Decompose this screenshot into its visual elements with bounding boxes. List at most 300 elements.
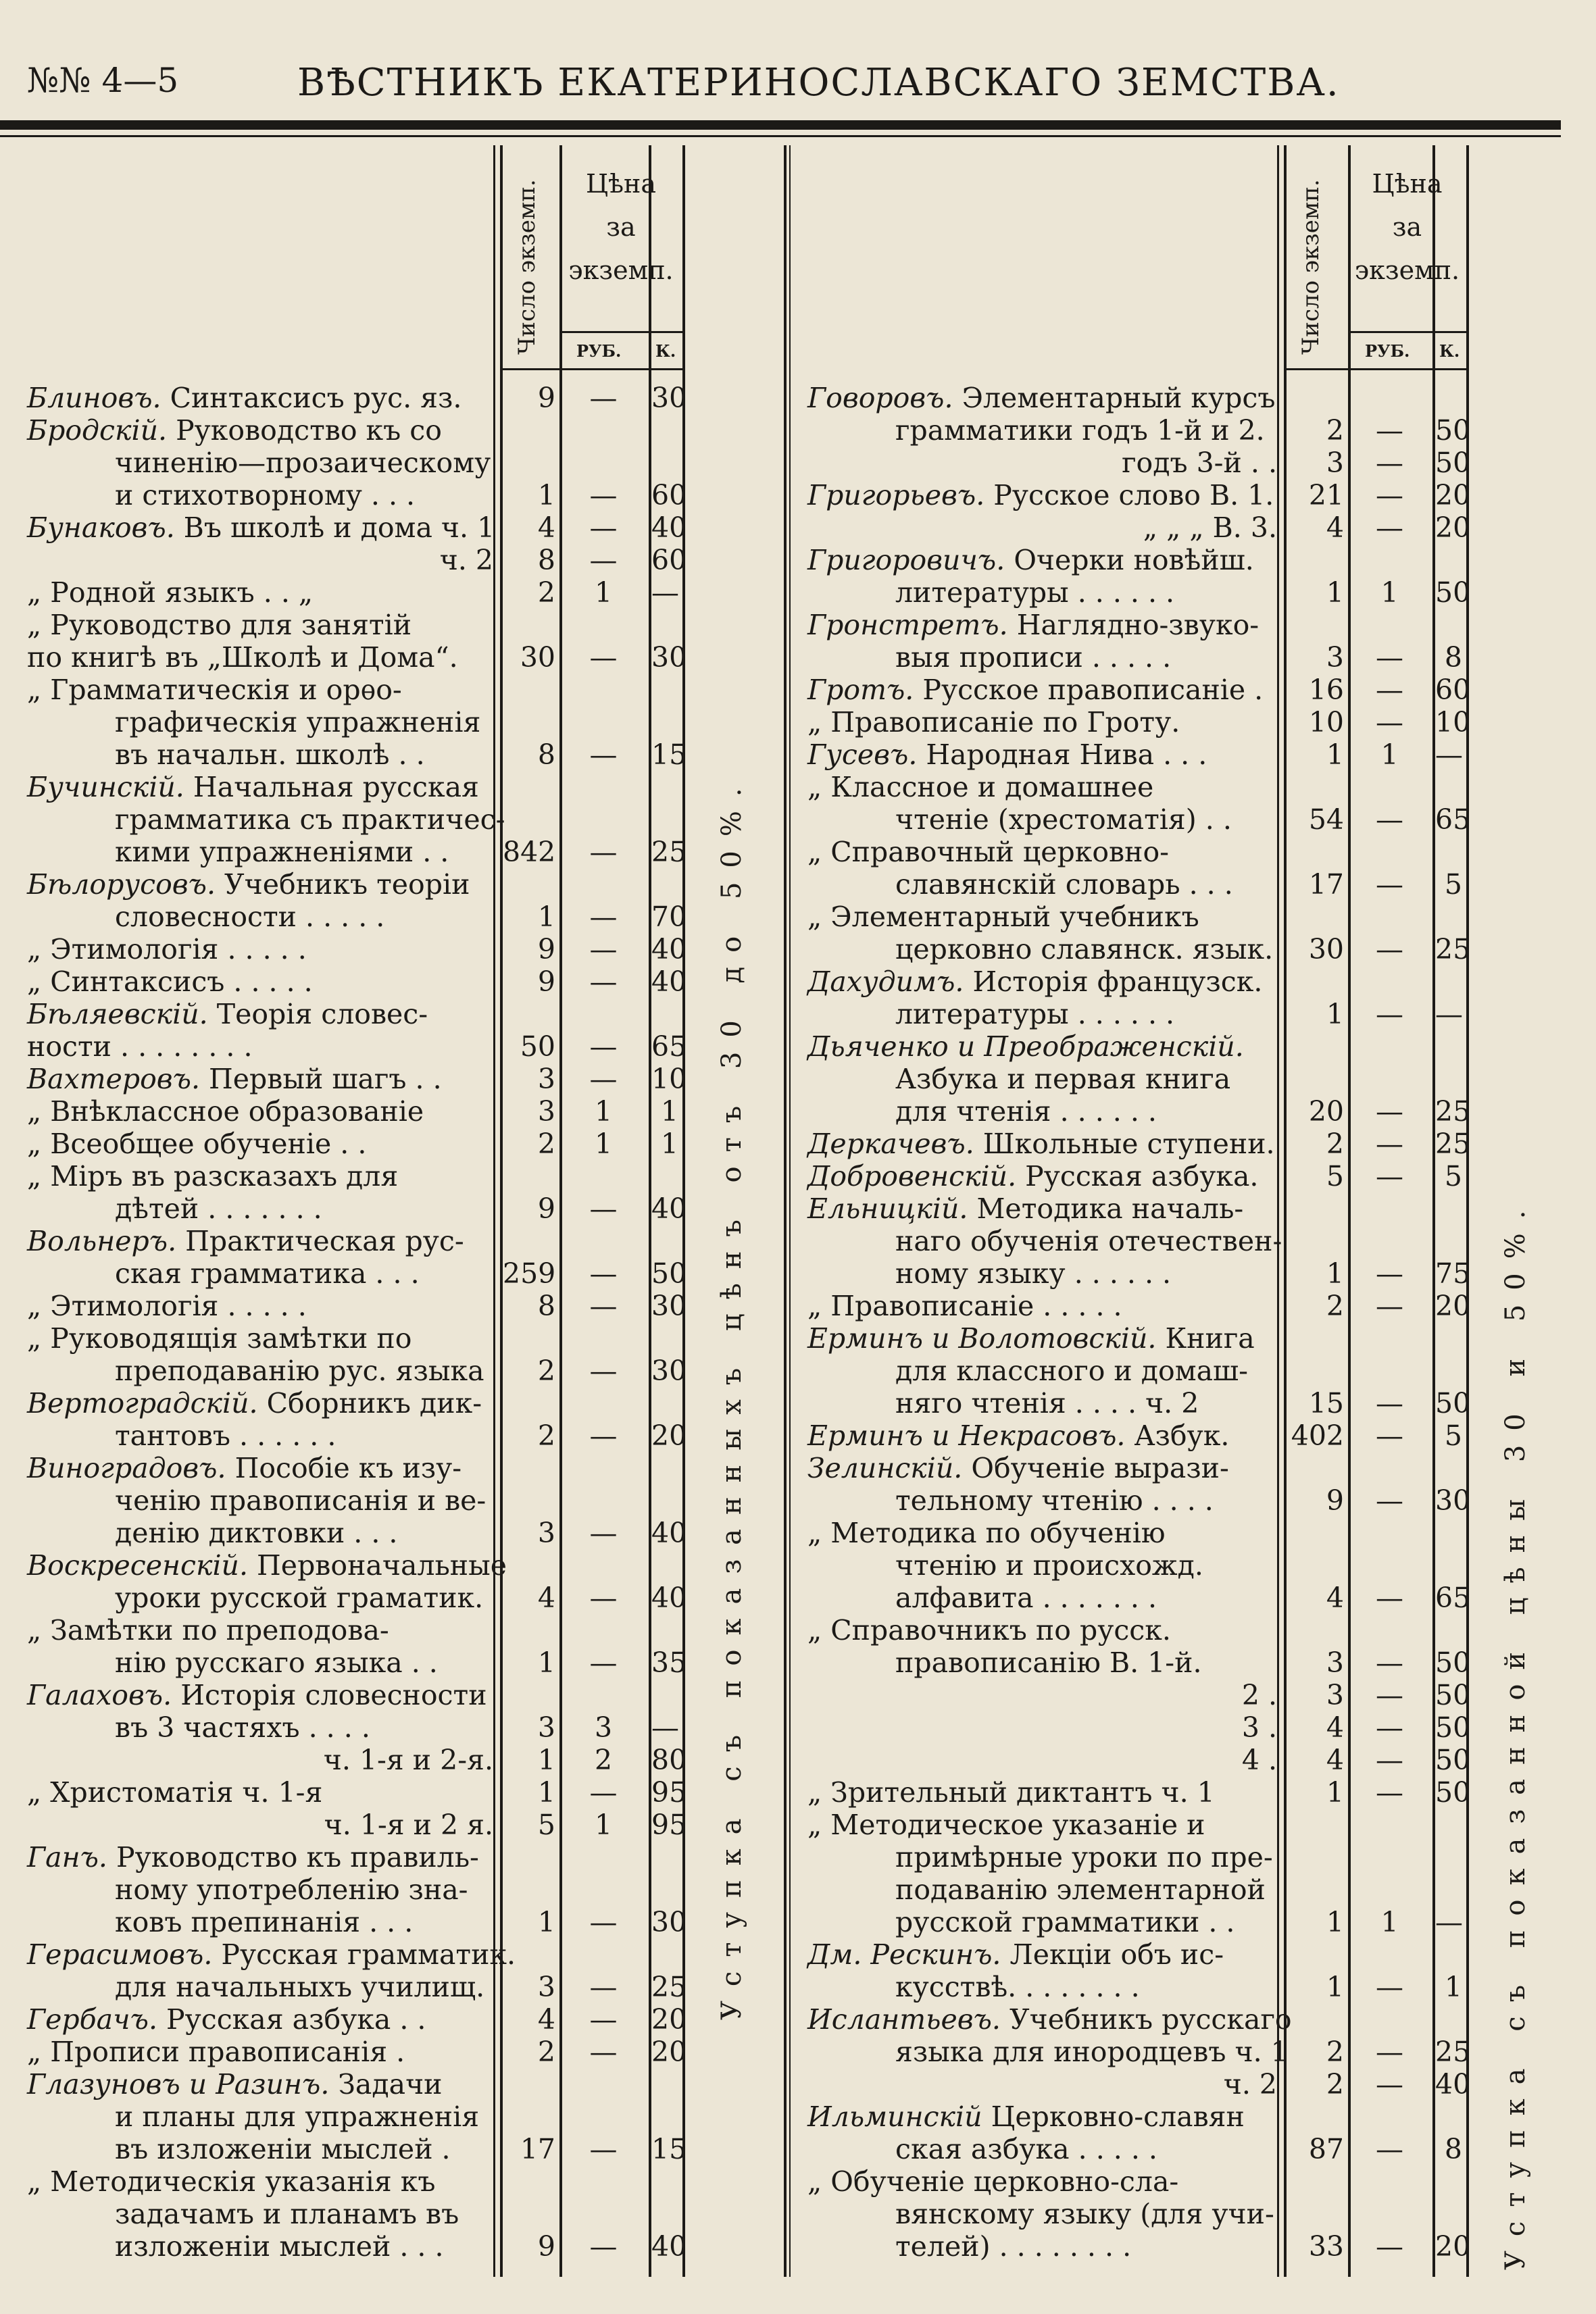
- right-table-row: [0, 2068, 1596, 2101]
- entry-title: чтеніе (хрестоматія) . .: [895, 803, 1232, 836]
- price-kop: 8: [1444, 2133, 1462, 2165]
- copies-count: 16: [1308, 674, 1344, 706]
- price-rub: —: [1376, 2036, 1403, 2068]
- price-kop: 30: [651, 1290, 687, 1322]
- entry-title: подаванію элементарной: [895, 1873, 1266, 1906]
- copies-count: 1: [1326, 1971, 1344, 2003]
- entry-title: „ Христоматія ч. 1-я: [27, 1776, 323, 1809]
- price-rub: 1: [594, 1128, 613, 1160]
- entry-title: языка для инородцевъ ч. 1: [895, 2036, 1289, 2068]
- author-name: Бродскій.: [27, 414, 176, 447]
- price-kop: 35: [651, 1646, 687, 1679]
- entry-title: Очерки новѣйш.: [1014, 544, 1254, 576]
- copies-count: 2: [1326, 1128, 1344, 1160]
- copies-count: 842: [503, 836, 556, 868]
- price-kop: 25: [651, 836, 687, 868]
- entry-text: [895, 1257, 1171, 1290]
- entry-text: [807, 965, 1262, 998]
- price-kop: 20: [1435, 479, 1471, 511]
- price-kop: 20: [651, 1419, 687, 1452]
- author-name: Ерминъ и Некрасовъ.: [807, 1419, 1134, 1452]
- price-kop: 1: [660, 1128, 678, 1160]
- entry-title: Русская грамматик.: [221, 1938, 516, 1971]
- right-table-row: [0, 1484, 1596, 1517]
- entry-title: Практическая рус-: [185, 1225, 464, 1257]
- right-count-header: Число экземп.: [1297, 179, 1324, 355]
- copies-count: 2: [537, 2036, 555, 2068]
- copies-count: 2: [537, 1128, 555, 1160]
- entry-text: [807, 1160, 1258, 1192]
- copies-count: 3: [537, 1095, 555, 1128]
- entry-title: Методика началь-: [976, 1192, 1244, 1225]
- entry-text: [807, 2068, 1277, 2101]
- entry-title: Народная Нива . . .: [926, 738, 1207, 771]
- author-name: Вертоградскій.: [27, 1387, 267, 1419]
- copies-count: 2: [537, 1419, 555, 1452]
- entry-title: Русское слово В. 1.: [993, 479, 1274, 511]
- entry-text: [895, 1549, 1203, 1582]
- right-table-row: [0, 1614, 1596, 1646]
- entry-title: „ Методическія указанія къ: [27, 2165, 436, 2198]
- entry-text: [895, 1387, 1199, 1419]
- author-name: Виноградовъ.: [27, 1452, 235, 1484]
- right-table-row: [0, 1063, 1596, 1095]
- price-rub: —: [1376, 1971, 1403, 2003]
- author-name: Ислантьевъ.: [807, 2003, 1009, 2036]
- copies-count: 1: [1326, 1906, 1344, 1938]
- entry-title: „ Руководящія замѣтки по: [27, 1322, 412, 1355]
- price-rub: —: [1376, 1419, 1403, 1452]
- header-rule-thin: [0, 135, 1561, 137]
- author-name: Бѣлорусовъ.: [27, 868, 225, 901]
- price-kop: 20: [651, 2036, 687, 2068]
- right-table-row: [0, 414, 1596, 447]
- price-rub: 3: [594, 1711, 613, 1744]
- right-table-row: [0, 1971, 1596, 2003]
- entry-text: [807, 2165, 1178, 2198]
- price-rub: —: [589, 1906, 618, 1938]
- copies-count: 9: [537, 2230, 555, 2263]
- entry-title: для классного и домаш-: [895, 1355, 1249, 1387]
- price-kop: 5: [1444, 868, 1462, 901]
- entry-title: ч. 1-я и 2-я.: [323, 1744, 493, 1776]
- right-table-row: [0, 1128, 1596, 1160]
- entry-text: [807, 544, 1254, 576]
- center-divider: [784, 145, 787, 2277]
- right-table-row: [0, 1679, 1596, 1711]
- price-rub: —: [1376, 706, 1403, 738]
- price-kop: 40: [651, 933, 687, 965]
- entry-text: [895, 1484, 1214, 1517]
- price-kop: 10: [651, 1063, 687, 1095]
- entry-title: изложеніи мыслей . . .: [115, 2230, 444, 2263]
- author-name: Ельницкій.: [807, 1192, 977, 1225]
- entry-title: „ Справочный церковно-: [807, 836, 1169, 868]
- price-rub: —: [1376, 1646, 1403, 1679]
- price-rub: —: [1376, 641, 1403, 674]
- price-kop: 50: [1435, 447, 1471, 479]
- entry-title: „ Синтаксисъ . . . . .: [27, 965, 313, 998]
- copies-count: 8: [537, 544, 555, 576]
- copies-count: 10: [1308, 706, 1344, 738]
- entry-text: [807, 1192, 1243, 1225]
- entry-title: Синтаксисъ рус. яз.: [170, 382, 462, 414]
- author-name: Зелинскій.: [807, 1452, 972, 1484]
- entry-title: ч. 2: [439, 544, 493, 576]
- author-name: Дьяченко и Преображенскій.: [807, 1030, 1244, 1063]
- right-table-row: [0, 1095, 1596, 1128]
- author-name: Деркачевъ.: [807, 1128, 983, 1160]
- entry-text: [807, 1517, 1166, 1549]
- right-table-row: [0, 1582, 1596, 1614]
- price-rub: —: [1376, 2230, 1403, 2263]
- price-kop: 95: [651, 1809, 687, 1841]
- entry-text: [895, 2230, 1131, 2263]
- price-rub: —: [1376, 1095, 1403, 1128]
- entry-title: „ Внѣклассное образованіе: [27, 1095, 424, 1128]
- price-rub: —: [1376, 447, 1403, 479]
- price-kop: 40: [651, 2230, 687, 2263]
- price-rub: —: [1376, 1744, 1403, 1776]
- right-table-row: [0, 1938, 1596, 1971]
- price-kop: 30: [651, 1906, 687, 1938]
- entry-title: телей) . . . . . . . .: [895, 2230, 1132, 2263]
- entry-title: алфавита . . . . . . .: [895, 1582, 1157, 1614]
- price-kop: 40: [651, 1582, 687, 1614]
- entry-text: [807, 738, 1207, 771]
- price-rub: 1: [594, 1095, 613, 1128]
- entry-title: примѣрные уроки по пре-: [895, 1841, 1273, 1873]
- entry-text: [895, 1646, 1202, 1679]
- price-rub: 1: [594, 576, 613, 609]
- right-table-row: [0, 2133, 1596, 2165]
- entry-title: Исторія французск.: [972, 965, 1263, 998]
- price-kop: 25: [1435, 1128, 1471, 1160]
- entry-title: „ Всеобщее обученіе . .: [27, 1128, 367, 1160]
- entry-title: „ Замѣтки по преподова-: [27, 1614, 389, 1646]
- price-rub: —: [1376, 414, 1403, 447]
- entry-title: няго чтенія . . . . ч. 2: [895, 1387, 1199, 1419]
- copies-count: 2: [1326, 1290, 1344, 1322]
- right-table-row: [0, 706, 1596, 738]
- left-kop-header: К.: [655, 341, 676, 361]
- right-table-row: [0, 544, 1596, 576]
- entry-title: и планы для упражненія: [115, 2101, 480, 2133]
- entry-title: чиненію—прозаическому: [115, 447, 491, 479]
- header-rule: [0, 120, 1561, 130]
- entry-title: Церковно-славян: [991, 2101, 1245, 2133]
- price-rub: —: [1376, 511, 1403, 544]
- entry-title: ности . . . . . . . .: [27, 1030, 253, 1063]
- right-table-row: [0, 1192, 1596, 1225]
- right-table-row: [0, 998, 1596, 1030]
- price-kop: —: [1435, 1906, 1463, 1938]
- entry-text: [895, 868, 1233, 901]
- author-name: Глазуновъ и Разинъ.: [27, 2068, 339, 2101]
- price-kop: 50: [1435, 1646, 1471, 1679]
- price-kop: 50: [1435, 1679, 1471, 1711]
- entry-title: Исторія словесности: [180, 1679, 487, 1711]
- price-rub: 2: [594, 1744, 613, 1776]
- right-table-row: [0, 1290, 1596, 1322]
- right-table-row: [0, 2003, 1596, 2036]
- price-kop: 50: [1435, 1387, 1471, 1419]
- entry-title: „ Правописаніе . . . . .: [807, 1290, 1122, 1322]
- author-name: Гронстретъ.: [807, 609, 1017, 641]
- entry-text: [807, 609, 1259, 641]
- copies-count: 2: [1326, 2036, 1344, 2068]
- copies-count: 4: [1326, 1711, 1344, 1744]
- right-table-row: [0, 511, 1596, 544]
- right-table-row: [0, 1387, 1596, 1419]
- author-name: Григорьевъ.: [807, 479, 994, 511]
- price-kop: 75: [1435, 1257, 1471, 1290]
- entry-title: „ Грамматическія и орѳо-: [27, 674, 402, 706]
- entry-title: Школьные ступени.: [982, 1128, 1275, 1160]
- entry-title: „ Руководство для занятій: [27, 609, 412, 641]
- price-kop: 65: [1435, 1582, 1471, 1614]
- right-table-row: [0, 836, 1596, 868]
- entry-title: для чтенія . . . . . .: [895, 1095, 1157, 1128]
- entry-title: наго обученія отечествен-: [895, 1225, 1282, 1257]
- price-kop: 25: [1435, 933, 1471, 965]
- journal-title: ВѢСТНИКЪ ЕКАТЕРИНОСЛАВСКАГО ЗЕМСТВА.: [297, 61, 1340, 105]
- entry-text: [895, 803, 1232, 836]
- entry-title: Пособіе къ изу-: [234, 1452, 462, 1484]
- entry-text: [895, 1063, 1230, 1095]
- author-name: Гусевъ.: [807, 738, 926, 771]
- price-rub: —: [589, 1646, 618, 1679]
- copies-count: 1: [537, 1776, 555, 1809]
- right-price-rule: [1348, 331, 1466, 333]
- entry-text: [895, 1873, 1266, 1906]
- price-kop: 15: [651, 738, 687, 771]
- author-name: Герасимовъ.: [27, 1938, 222, 1971]
- author-name: Воскресенскій.: [27, 1549, 257, 1582]
- copies-count: 20: [1308, 1095, 1344, 1128]
- entry-title: въ изложеніи мыслей .: [115, 2133, 451, 2165]
- entry-title: Сборникъ дик-: [266, 1387, 482, 1419]
- entry-title: тантовъ . . . . . .: [115, 1419, 336, 1452]
- author-name: Дм. Рескинъ.: [807, 1938, 1010, 1971]
- copies-count: 1: [537, 479, 555, 511]
- price-kop: 65: [1435, 803, 1471, 836]
- price-kop: 70: [651, 901, 687, 933]
- right-table-row: [0, 1517, 1596, 1549]
- copies-count: 9: [1326, 1484, 1344, 1517]
- price-kop: 5: [1444, 1160, 1462, 1192]
- right-table-row: [0, 1257, 1596, 1290]
- entry-text: [807, 479, 1274, 511]
- price-rub: —: [1376, 674, 1403, 706]
- entry-title: Руководство къ правиль-: [116, 1841, 479, 1873]
- entry-text: [895, 1095, 1157, 1128]
- entry-text: [807, 1711, 1277, 1744]
- entry-title: чтенію и происхожд.: [895, 1549, 1203, 1582]
- author-name: Галаховъ.: [27, 1679, 181, 1711]
- price-kop: 8: [1444, 641, 1462, 674]
- entry-title: графическія упражненія: [115, 706, 481, 738]
- price-rub: —: [1376, 1257, 1403, 1290]
- copies-count: 3: [1326, 1646, 1344, 1679]
- right-rub-header: РУБ.: [1365, 341, 1410, 361]
- price-rub: 1: [1380, 576, 1399, 609]
- price-rub: —: [1376, 479, 1403, 511]
- entry-title: церковно славянск. язык.: [895, 933, 1274, 965]
- copies-count: 4: [1326, 1582, 1344, 1614]
- author-name: Дахудимъ.: [807, 965, 973, 998]
- copies-count: 30: [520, 641, 555, 674]
- entry-text: [807, 1419, 1229, 1452]
- copies-count: 1: [1326, 998, 1344, 1030]
- copies-count: 3: [1326, 641, 1344, 674]
- copies-count: 1: [537, 1744, 555, 1776]
- entry-text: [895, 414, 1265, 447]
- copies-count: 2: [537, 576, 555, 609]
- right-table-row: [0, 609, 1596, 641]
- price-rub: —: [589, 511, 618, 544]
- author-name: Бунаковъ.: [27, 511, 184, 544]
- copies-count: 402: [1291, 1419, 1344, 1452]
- entry-title: Элементарный курсъ: [962, 382, 1276, 414]
- left-rub-header: РУБ.: [576, 341, 622, 361]
- price-rub: —: [589, 2036, 618, 2068]
- entry-text: [807, 2101, 1245, 2133]
- entry-text: [807, 1809, 1205, 1841]
- entry-title: выя прописи . . . . .: [895, 641, 1172, 674]
- author-name: Григоровичъ.: [807, 544, 1014, 576]
- entry-title: „ Элементарный учебникъ: [807, 901, 1199, 933]
- entry-title: ская азбука . . . . .: [895, 2133, 1157, 2165]
- left-price-header: экземп.: [568, 255, 674, 285]
- price-rub: —: [1376, 1387, 1403, 1419]
- copies-count: 4: [537, 1582, 555, 1614]
- right-table-row: [0, 868, 1596, 901]
- price-rub: —: [1376, 868, 1403, 901]
- price-kop: 30: [651, 1355, 687, 1387]
- copies-count: 8: [537, 738, 555, 771]
- entry-text: [895, 1355, 1248, 1387]
- price-kop: —: [651, 1711, 679, 1744]
- copies-count: 2: [1326, 2068, 1344, 2101]
- price-rub: —: [1376, 2068, 1403, 2101]
- entry-text: [807, 2003, 1292, 2036]
- entry-text: [807, 382, 1275, 414]
- price-kop: 15: [651, 2133, 687, 2165]
- right-discount-note: Уступка съ показанной цѣны 30 и 50%.: [1500, 1196, 1531, 2270]
- price-rub: —: [1376, 803, 1403, 836]
- right-table-row: [0, 1030, 1596, 1063]
- entry-text: [895, 1841, 1273, 1873]
- entry-text: [895, 1906, 1235, 1938]
- entry-title: „ Зрительный диктантъ ч. 1: [807, 1776, 1215, 1809]
- price-rub: —: [589, 836, 618, 868]
- copies-count: 17: [1308, 868, 1344, 901]
- copies-count: 3: [537, 1971, 555, 2003]
- copies-count: 1: [537, 1906, 555, 1938]
- entry-text: [895, 2198, 1274, 2230]
- price-rub: —: [1376, 1582, 1403, 1614]
- right-table-row: [0, 1322, 1596, 1355]
- entry-title: Руководство къ со: [176, 414, 442, 447]
- copies-count: 4: [537, 2003, 555, 2036]
- author-name: Бучинскій.: [27, 771, 193, 803]
- price-rub: 1: [1380, 738, 1399, 771]
- entry-title: Русская азбука . .: [166, 2003, 426, 2036]
- right-table-row: [0, 2101, 1596, 2133]
- price-rub: —: [589, 965, 618, 998]
- entry-text: [807, 1744, 1277, 1776]
- entry-title: литературы . . . . . .: [895, 998, 1175, 1030]
- entry-text: [807, 1776, 1215, 1809]
- entry-title: „ „ „ В. 3.: [1143, 511, 1277, 544]
- entry-title: Русское правописаніе .: [922, 674, 1264, 706]
- price-kop: 10: [1435, 706, 1471, 738]
- price-kop: 1: [660, 1095, 678, 1128]
- right-table-row: [0, 576, 1596, 609]
- price-kop: 50: [1435, 576, 1471, 609]
- price-rub: —: [1376, 1679, 1403, 1711]
- right-table-row: [0, 1452, 1596, 1484]
- right-table-row: [0, 803, 1596, 836]
- entry-text: [895, 2036, 1289, 2068]
- entry-title: нію русскаго языка . .: [115, 1646, 438, 1679]
- entry-text: [895, 2133, 1157, 2165]
- price-rub: —: [1376, 1711, 1403, 1744]
- entry-text: [807, 1128, 1275, 1160]
- issue-number: №№ 4—5: [27, 61, 179, 100]
- entry-title: правописанію В. 1-й.: [895, 1646, 1202, 1679]
- price-kop: 25: [651, 1971, 687, 2003]
- entry-title: Первый шагъ . .: [209, 1063, 442, 1095]
- copies-count: 9: [537, 382, 555, 414]
- right-table-row: [0, 447, 1596, 479]
- entry-text: [807, 1679, 1277, 1711]
- author-name: Гербачъ.: [27, 2003, 167, 2036]
- price-rub: —: [589, 1063, 618, 1095]
- entry-title: ч. 2: [1223, 2068, 1277, 2101]
- price-kop: 50: [651, 1257, 687, 1290]
- copies-count: 3: [537, 1711, 555, 1744]
- price-kop: 40: [1435, 2068, 1471, 2101]
- price-rub: —: [1376, 1160, 1403, 1192]
- copies-count: 4: [537, 511, 555, 544]
- entry-text: [895, 576, 1174, 609]
- entry-text: [807, 1030, 1244, 1063]
- price-rub: —: [589, 1971, 618, 2003]
- entry-title: 2 .: [1241, 1679, 1277, 1711]
- price-kop: 60: [651, 544, 687, 576]
- entry-title: Русская азбука.: [1025, 1160, 1259, 1192]
- right-table-row: [0, 2230, 1596, 2263]
- price-kop: 20: [1435, 1290, 1471, 1322]
- author-name: Ильминскій: [807, 2101, 991, 2133]
- copies-count: 1: [1326, 738, 1344, 771]
- price-kop: 40: [651, 511, 687, 544]
- entry-text: [895, 998, 1174, 1030]
- price-rub: —: [589, 382, 618, 414]
- entry-title: Начальная русская: [193, 771, 479, 803]
- right-table-row: [0, 1744, 1596, 1776]
- entry-title: тельному чтенію . . . .: [895, 1484, 1214, 1517]
- price-kop: —: [651, 576, 679, 609]
- author-name: Вольнеръ.: [27, 1225, 186, 1257]
- entry-text: [895, 1225, 1282, 1257]
- right-table-row: [0, 1646, 1596, 1679]
- copies-count: 2: [537, 1355, 555, 1387]
- copies-count: 33: [1308, 2230, 1344, 2263]
- left-price-header: Цѣна: [585, 169, 657, 199]
